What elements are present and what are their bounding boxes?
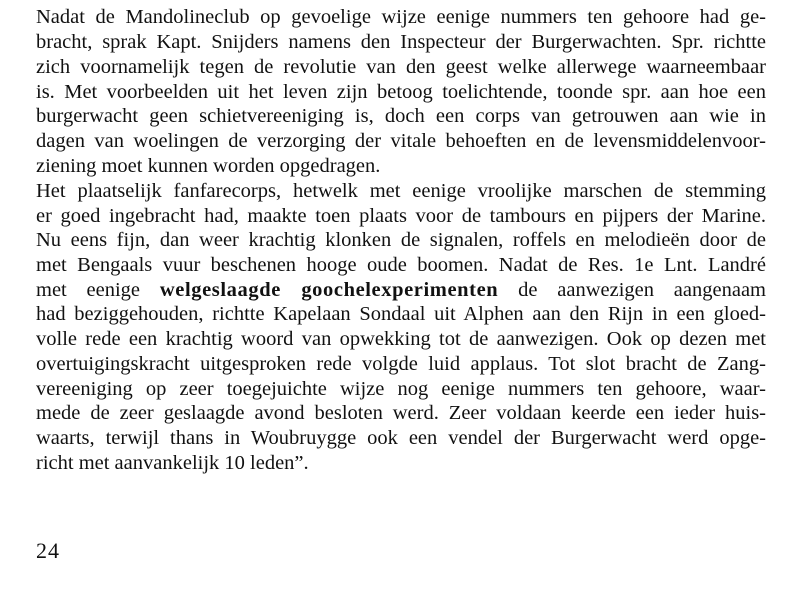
- text-line: volle rede een krachtig woord van opwekking tot de aanwezigen. Ook op dezen met: [36, 328, 766, 350]
- text-line: dagen van woelingen de verzorging der vitale behoeften en de levensmiddelenvoor-: [36, 130, 766, 152]
- text-line: burgerwacht geen schietvereeniging is, doch een corps van getrouwen aan wie in: [36, 105, 766, 127]
- text-line: had beziggehouden, richtte Kapelaan Sondaal uit Alphen aan den Rijn in een gloed-: [36, 303, 766, 325]
- text-line: Nu eens fijn, dan weer krachtig klonken de signalen, roffels en melodieën door de: [36, 229, 766, 251]
- text-line: waarts, terwijl thans in Woubruygge ook een vendel der Burgerwacht werd opge-: [36, 427, 766, 449]
- text-line: Nadat de Mandolineclub op gevoelige wijze eenige nummers ten gehoore had ge-: [36, 6, 766, 28]
- text-line: bracht, sprak Kapt. Snijders namens den Inspecteur der Burgerwachten. Spr. richtte: [36, 31, 766, 53]
- text-line: is. Met voorbeelden uit het leven zijn betoog toelichtende, toonde spr. aan hoe een: [36, 81, 766, 103]
- text-segment: met eenige: [36, 279, 160, 301]
- text-line: overtuigingskracht uitgesproken rede volgde luid applaus. Tot slot bracht de Zang-: [36, 353, 766, 375]
- bold-phrase: welgeslaagde goochelexperimenten: [159, 279, 499, 301]
- page-number: 24: [36, 538, 60, 563]
- text-line: vereeniging op zeer toegejuichte wijze nog eenige nummers ten gehoore, waar-: [36, 378, 766, 400]
- text-line: er goed ingebracht had, maakte toen plaats voor de tambours en pijpers der Marine.: [36, 205, 766, 227]
- text-line: Het plaatselijk fanfarecorps, hetwelk met eenige vroolijke marschen de stemming: [36, 180, 766, 202]
- text-segment: de aanwezigen aangenaam: [498, 279, 766, 301]
- text-line: mede de zeer geslaagde avond besloten werd. Zeer voldaan keerde een ieder huis-: [36, 402, 766, 424]
- text-line: ziening moet kunnen worden opgedragen.: [36, 155, 381, 177]
- text-line: zich voornamelijk tegen de revolutie van den geest welke allerwege waarneembaar: [36, 56, 766, 78]
- text-line: met Bengaals vuur beschenen hooge oude boomen. Nadat de Res. 1e Lnt. Landré: [36, 254, 766, 276]
- text-line-with-emphasis: [36, 278, 766, 303]
- text-line: richt met aanvankelijk 10 leden”.: [36, 452, 309, 474]
